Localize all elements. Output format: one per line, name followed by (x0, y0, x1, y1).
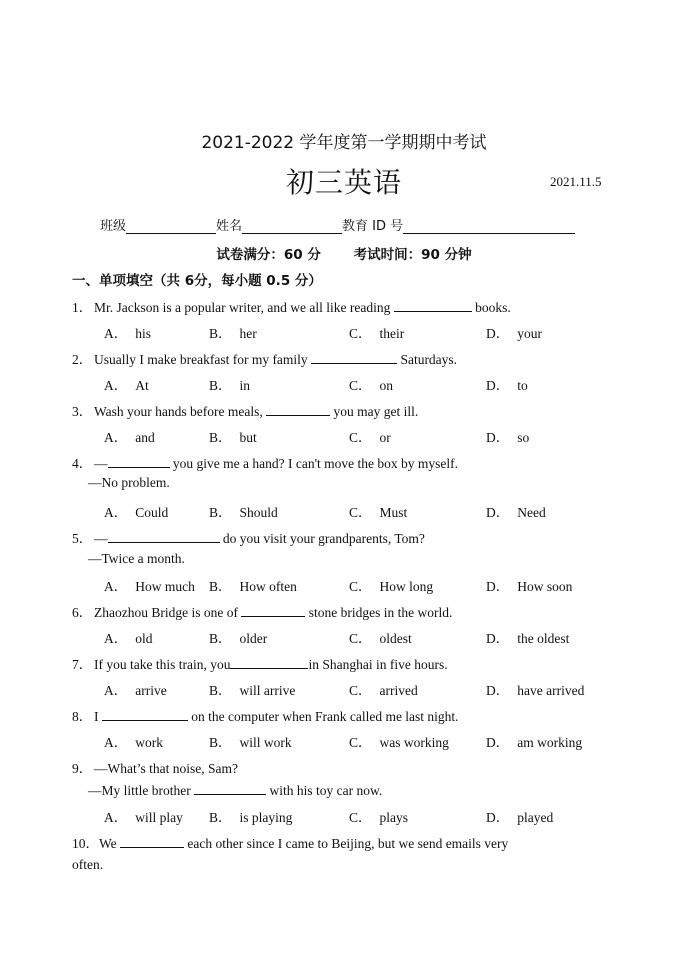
dialog-reply: —My little brother with his toy car now. (88, 783, 383, 798)
answer-blank (230, 656, 308, 669)
name-label: 姓名 (216, 219, 243, 234)
option-a[interactable]: A． work (104, 735, 163, 750)
question-text: I (94, 709, 102, 724)
options-7 (104, 679, 624, 697)
answer-blank (108, 530, 220, 543)
class-blank (126, 219, 216, 234)
question-8 (72, 705, 459, 725)
question-text: —What’s that noise, Sam? (94, 761, 238, 776)
question-5 (72, 527, 425, 547)
question-6 (72, 601, 452, 621)
option-a[interactable]: A． will play (104, 810, 183, 825)
exam-meta (0, 243, 688, 263)
question-text: in Shanghai in five hours. (308, 657, 448, 672)
answer-blank (120, 835, 184, 848)
option-c[interactable]: C． arrived (349, 683, 418, 698)
option-d[interactable]: D． the oldest (486, 631, 570, 646)
options-4 (104, 501, 624, 519)
question-text: Wash your hands before meals, (94, 404, 267, 419)
option-b[interactable]: B． How often (209, 579, 297, 594)
question-1 (72, 296, 511, 316)
question-text: on the computer when Frank called me last night. (187, 709, 459, 724)
question-text: you give me a hand? I can't move the box by myself. (169, 456, 458, 471)
options-6 (104, 627, 624, 645)
id-label: 教育 ID 号 (342, 219, 404, 234)
question-number: 6． (72, 605, 93, 620)
question-7 (72, 653, 448, 673)
question-4 (72, 452, 458, 472)
question-text: Zhaozhou Bridge is one of (94, 605, 242, 620)
question-number: 1． (72, 300, 93, 315)
options-5 (104, 575, 624, 593)
exam-date: 2021.11.5 (550, 174, 602, 189)
option-a[interactable]: A． How much (104, 579, 195, 594)
option-c[interactable]: C． Must (349, 505, 408, 520)
section-title: 一、单项填空（共 6分，每小题 0.5 分） (72, 273, 322, 289)
options-2 (104, 374, 624, 392)
answer-blank (311, 351, 397, 364)
question-number: 4． (72, 456, 93, 471)
options-8 (104, 731, 624, 749)
options-3 (104, 426, 624, 444)
name-blank (242, 219, 342, 234)
question-number: 5． (72, 531, 93, 546)
dialog-reply: —Twice a month. (88, 551, 185, 566)
option-a[interactable]: A． old (104, 631, 153, 646)
question-9 (72, 757, 238, 777)
option-c[interactable]: C． oldest (349, 631, 412, 646)
question-text: If you take this train, you (94, 657, 231, 672)
answer-blank (108, 455, 170, 468)
answer-blank (394, 299, 472, 312)
question-2 (72, 348, 457, 368)
option-d[interactable]: D． your (486, 326, 542, 341)
question-number: 9． (72, 761, 93, 776)
question-number: 10． (72, 836, 99, 851)
question-text: — (94, 531, 108, 546)
option-b[interactable]: B． her (209, 326, 257, 341)
question-text: books. (471, 300, 511, 315)
option-c[interactable]: C． plays (349, 810, 409, 825)
option-d[interactable]: D． have arrived (486, 683, 585, 698)
option-b[interactable]: B． will work (209, 735, 292, 750)
question-text: Mr. Jackson is a popular writer, and we all like reading (94, 300, 394, 315)
question-text: do you visit your grandparents, Tom? (219, 531, 425, 546)
question-10 (72, 832, 508, 852)
question-text: each other since I came to Beijing, but we send emails very (184, 836, 509, 851)
student-info-row (100, 215, 610, 234)
option-b[interactable]: B． Should (209, 505, 278, 520)
question-number: 8． (72, 709, 93, 724)
option-d[interactable]: D． am working (486, 735, 583, 750)
full-score: 试卷满分：60 分 (216, 247, 321, 263)
option-c[interactable]: C． was working (349, 735, 449, 750)
answer-blank (194, 782, 266, 795)
dialog-reply: —No problem. (88, 475, 170, 490)
option-a[interactable]: A． arrive (104, 683, 167, 698)
option-c[interactable]: C． How long (349, 579, 434, 594)
question-number: 3． (72, 404, 93, 419)
class-label: 班级 (100, 219, 127, 234)
option-d[interactable]: D． played (486, 810, 554, 825)
option-a[interactable]: A． his (104, 326, 152, 341)
option-c[interactable]: C． their (349, 326, 405, 341)
subject-title: 初三英语 (285, 166, 402, 199)
answer-blank (241, 604, 305, 617)
id-blank (403, 219, 575, 234)
option-b[interactable]: B． will arrive (209, 683, 296, 698)
options-9 (104, 806, 624, 824)
option-b[interactable]: B． older (209, 631, 268, 646)
option-c[interactable]: C． on (349, 378, 394, 393)
answer-blank (266, 403, 330, 416)
option-b[interactable]: B． but (209, 430, 257, 445)
exam-time: 考试时间：90 分钟 (353, 247, 472, 263)
option-a[interactable]: A． Could (104, 505, 169, 520)
question-text: — (94, 456, 108, 471)
option-d[interactable]: D． Need (486, 505, 546, 520)
option-d[interactable]: D． to (486, 378, 528, 393)
question-number: 2． (72, 352, 93, 367)
options-1 (104, 322, 624, 340)
option-d[interactable]: D． How soon (486, 579, 573, 594)
option-b[interactable]: B． in (209, 378, 251, 393)
question-text: you may get ill. (330, 404, 419, 419)
option-c[interactable]: C． or (349, 430, 391, 445)
question-text: Saturdays. (397, 352, 458, 367)
option-a[interactable]: A． and (104, 430, 155, 445)
question-text: We (99, 836, 121, 851)
question-text: stone bridges in the world. (305, 605, 453, 620)
answer-blank (102, 708, 188, 721)
option-d[interactable]: D． so (486, 430, 530, 445)
question-text-continued: often. (72, 857, 104, 872)
option-b[interactable]: B． is playing (209, 810, 293, 825)
question-3 (72, 400, 418, 420)
option-a[interactable]: A． At (104, 378, 149, 393)
question-text: Usually I make breakfast for my family (94, 352, 312, 367)
question-number: 7． (72, 657, 93, 672)
exam-title: 2021-2022 学年度第一学期期中考试 (201, 133, 487, 153)
